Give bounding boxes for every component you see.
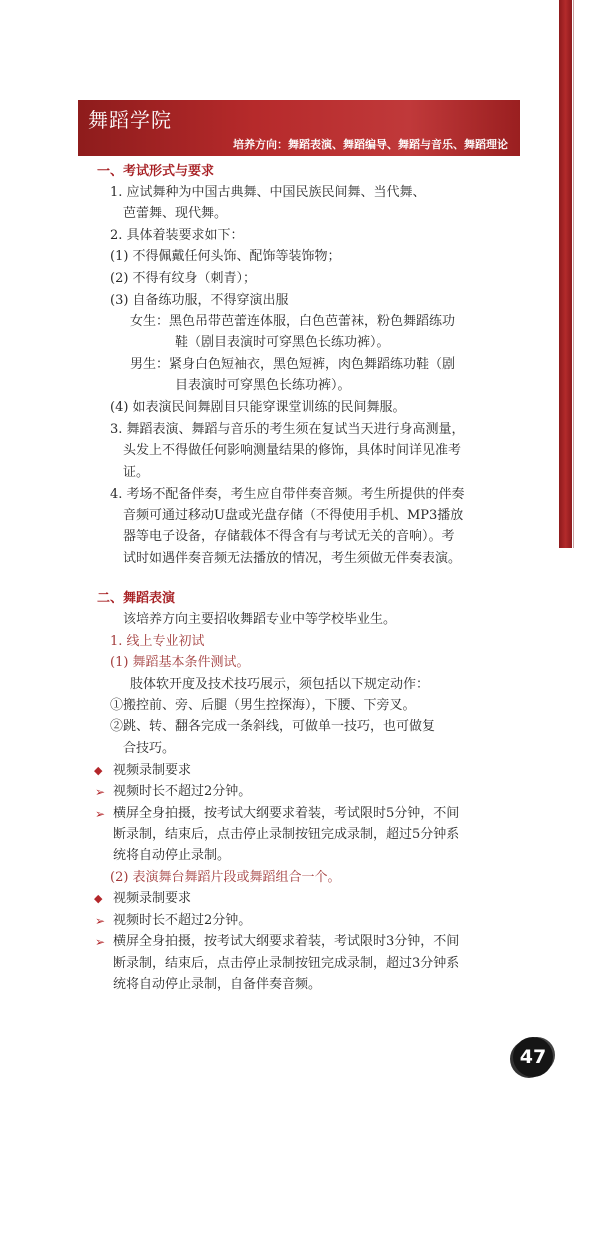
body-line: 3. 舞蹈表演、舞蹈与音乐的考生须在复试当天进行身高测量，: [110, 422, 465, 437]
body-line: 断录制，结束后，点击停止录制按钮完成录制，超过3分钟系: [113, 956, 460, 971]
body-line: 肢体软开度及技术技巧展示，须包括以下规定动作：: [130, 677, 430, 692]
body-line: 试时如遇伴奏音频无法播放的情况，考生须做无伴奏表演。: [123, 551, 462, 566]
banner-title: 舞蹈学院: [88, 108, 172, 132]
body-line: ②跳、转、翻各完成一条斜线，可做单一技巧，也可做复: [110, 719, 436, 734]
subheading-item: (1) 舞蹈基本条件测试。: [110, 655, 250, 670]
body-line: 器等电子设备，存储载体不得含有与考试无关的音响）。考: [123, 529, 455, 544]
body-line: 2. 具体着装要求如下：: [110, 228, 244, 243]
arrow-bullet-icon: ➢: [95, 935, 106, 949]
diamond-bullet-icon: ◆: [94, 764, 103, 777]
body-line: 视频时长不超过2分钟。: [113, 784, 252, 799]
body-line: 男生：紧身白色短袖衣，黑色短裤，肉色舞蹈练功鞋（剧: [130, 357, 456, 372]
body-line: 断录制，结束后，点击停止录制按钮完成录制，超过5分钟系: [113, 827, 460, 842]
page-number-badge: 47: [513, 1037, 553, 1077]
section1-heading: 一、考试形式与要求: [97, 164, 215, 179]
body-line: 视频录制要求: [113, 763, 192, 778]
section-banner: [78, 100, 520, 156]
arrow-bullet-icon: ➢: [95, 807, 106, 821]
arrow-bullet-icon: ➢: [95, 914, 106, 928]
body-line: 鞋（剧目表演时可穿黑色长练功裤）。: [175, 335, 390, 350]
body-line: (4) 如表演民间舞剧目只能穿课堂训练的民间舞服。: [110, 400, 406, 415]
body-line: (1) 不得佩戴任何头饰、配饰等装饰物；: [110, 249, 341, 264]
body-line: 统将自动停止录制，自备伴奏音频。: [113, 977, 322, 992]
decorative-side-bar: [559, 0, 572, 548]
diamond-bullet-icon: ◆: [94, 892, 103, 905]
body-line: (2) 不得有纹身（刺青）；: [110, 271, 257, 286]
body-line: 芭蕾舞、现代舞。: [123, 206, 228, 221]
section2-heading: 二、舞蹈表演: [97, 591, 176, 606]
body-line: ①搬控前、旁、后腿（男生控探海），下腰、下旁叉。: [110, 698, 416, 713]
body-line: 该培养方向主要招收舞蹈专业中等学校毕业生。: [123, 612, 397, 627]
body-line: (3) 自备练功服，不得穿演出服: [110, 293, 289, 308]
body-line: 女生：黑色吊带芭蕾连体服，白色芭蕾袜，粉色舞蹈练功: [130, 314, 456, 329]
body-line: 证。: [123, 465, 150, 480]
body-line: 横屏全身拍摄，按考试大纲要求着装，考试限时3分钟，不间: [113, 934, 460, 949]
subheading: 1. 线上专业初试: [110, 634, 205, 649]
body-line: 视频时长不超过2分钟。: [113, 913, 252, 928]
body-line: 音频可通过移动U盘或光盘存储（不得使用手机、MP3播放: [123, 508, 464, 523]
decorative-side-line: [573, 0, 574, 548]
body-line: 目表演时可穿黑色长练功裤）。: [175, 378, 351, 393]
body-line: 4. 考场不配备伴奏，考生应自带伴奏音频。考生所提供的伴奏: [110, 487, 465, 502]
body-line: 统将自动停止录制。: [113, 848, 231, 863]
body-line: 合技巧。: [123, 741, 176, 756]
body-line: 1. 应试舞种为中国古典舞、中国民族民间舞、当代舞、: [110, 185, 426, 200]
body-line: 横屏全身拍摄，按考试大纲要求着装，考试限时5分钟，不间: [113, 806, 460, 821]
banner-subtitle: 培养方向：舞蹈表演、舞蹈编导、舞蹈与音乐、舞蹈理论: [233, 138, 508, 151]
body-line: 视频录制要求: [113, 891, 192, 906]
arrow-bullet-icon: ➢: [95, 785, 106, 799]
subheading-item: (2) 表演舞台舞蹈片段或舞蹈组合一个。: [110, 870, 341, 885]
body-line: 头发上不得做任何影响测量结果的修饰，具体时间详见准考: [123, 443, 462, 458]
